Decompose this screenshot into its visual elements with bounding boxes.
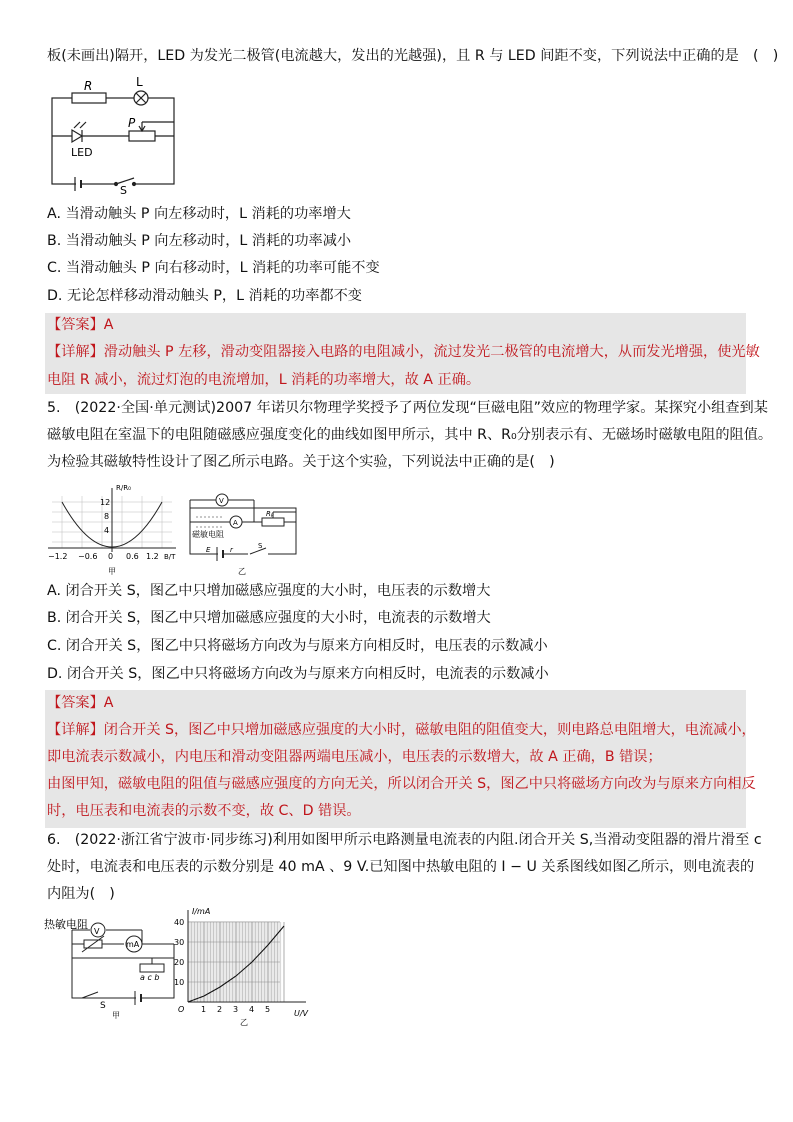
q5-jia-y-tick-8: 8	[104, 512, 110, 521]
q4-option-d: D. 无论怎样移动滑动触头 P，L 消耗的功率都不变	[47, 288, 362, 304]
q4-option-c: C. 当滑动触头 P 向右移动时，L 消耗的功率可能不变	[47, 260, 380, 276]
q5-detail-4: 时，电压表和电流表的示数不变，故 C、D 错误。	[47, 803, 361, 819]
q5-yi-caption: 乙	[238, 567, 246, 576]
q5-answer: 【答案】A	[47, 695, 114, 711]
q5-jia-x-tick-4: 0.6	[126, 552, 139, 561]
q6-x-tick: 3	[233, 1005, 239, 1014]
q6-x-tick: O	[178, 1005, 185, 1014]
q4-detail-2: 电阻 R 减小，流过灯泡的电流增加，L 消耗的功率增大，故 A 正确。	[47, 372, 481, 388]
q6-y-tick: 10	[174, 978, 185, 987]
q5-detail-2: 即电流表示数减小，内电压和滑动变阻器两端电压减小，电压表的示数增大，故 A 正确，B 错误；	[47, 749, 662, 765]
q6-iu-chart	[172, 904, 312, 1028]
q4-l-label: L	[136, 76, 143, 89]
q5-jia-y-tick-12: 12	[100, 498, 111, 507]
q5-jia-x-tick-1: −1.2	[48, 552, 68, 561]
q5-yi-v-label: V	[219, 497, 224, 505]
q6-jia-ma-label: mA	[126, 940, 140, 949]
q5-jia-y-label: R/R₀	[116, 484, 131, 492]
q4-p-label: P	[128, 116, 136, 130]
q5-yi-a-label: A	[233, 519, 238, 527]
q6-chart-caption: 乙	[240, 1018, 248, 1027]
q4-led-label: LED	[71, 146, 93, 159]
q4-option-a: A. 当滑动触头 P 向左移动时，L 消耗的功率增大	[47, 206, 351, 222]
q6-jia-s-label: S	[100, 1001, 106, 1011]
q4-intro-tail: 板(未画出)隔开，LED 为发光二极管(电流越大，发出的光越强)，且 R 与 LED 间距不变，下列说法中正确的是 ( )	[47, 48, 779, 64]
q5-yi-sensor-label: 磁敏电阻	[192, 530, 224, 539]
q4-answer: 【答案】A	[47, 317, 114, 333]
q5-figure-jia	[44, 482, 180, 578]
q5-jia-y-tick-4: 4	[104, 526, 110, 535]
q5-detail-3: 由图甲知，磁敏电阻的阻值与磁感应强度的方向无关，所以闭合开关 S，图乙中只将磁场方向改为与原来方向相反	[47, 776, 756, 792]
q6-jia-sensor-label-1: 热敏电阻	[44, 918, 88, 931]
q5-stem-2: 磁敏电阻在室温下的电阻随磁感应强度变化的曲线如图甲所示，其中 R、R₀分别表示有、无磁场时磁敏电阻的阻值。	[47, 427, 773, 443]
q6-stem-1: 6. (2022·浙江省宁波市·同步练习)利用如图甲所示电路测量电流表的内阻.闭合开关 S,当滑动变阻器的滑片滑至 c	[47, 832, 762, 848]
q4-r-label: R	[84, 79, 93, 93]
q5-yi-rp-label: Rₚ	[266, 510, 274, 518]
q5-stem-3: 为检验其磁敏特性设计了图乙所示电路。关于这个实验，下列说法中正确的是( )	[47, 454, 555, 470]
q5-option-b: B. 闭合开关 S，图乙中只增加磁感应强度的大小时，电流表的示数增大	[47, 610, 491, 626]
q6-stem-3: 内阻为( )	[47, 886, 115, 902]
q5-yi-r-label: r	[230, 546, 233, 554]
q5-detail-1: 【详解】闭合开关 S，图乙中只增加磁感应强度的大小时，磁敏电阻的阻值变大，则电路总电阻增大，电流减小，	[47, 722, 756, 738]
q5-option-c: C. 闭合开关 S，图乙中只将磁场方向改为与原来方向相反时，电压表的示数减小	[47, 638, 548, 654]
q4-option-b: B. 当滑动触头 P 向左移动时，L 消耗的功率减小	[47, 233, 352, 249]
q6-jia-abc-label: a c b	[140, 973, 160, 982]
q6-y-tick: 40	[174, 918, 185, 927]
q5-jia-x-tick-3: 0	[108, 552, 114, 561]
q6-x-tick: 5	[265, 1005, 271, 1014]
q6-x-tick: 1	[201, 1005, 207, 1014]
q6-jia-v-label: V	[94, 927, 100, 936]
q6-stem-2: 处时，电流表和电压表的示数分别是 40 mA 、9 V.已知图中热敏电阻的 I − U 关系图线如图乙所示，则电流表的	[47, 859, 755, 875]
q5-jia-caption: 甲	[108, 567, 116, 576]
q5-yi-e-label: E	[206, 546, 211, 554]
q5-figure-yi	[184, 490, 304, 578]
q6-jia-caption: 甲	[112, 1011, 120, 1020]
q6-x-tick: 4	[249, 1005, 255, 1014]
q5-yi-s-label: S	[258, 542, 263, 550]
q4-circuit-diagram	[44, 76, 184, 194]
q4-detail-1: 【详解】滑动触头 P 左移，滑动变阻器接入电路的电阻减小，流过发光二极管的电流增大，从而发光增强，使光敏	[47, 344, 760, 360]
q5-jia-x-tick-5: 1.2	[146, 552, 159, 561]
q5-stem-1: 5. (2022·全国·单元测试)2007 年诺贝尔物理学奖授予了两位发现“巨磁电阻”效应的物理学家。某探究小组查到某	[47, 400, 768, 416]
q6-figure-jia	[44, 912, 184, 1022]
q6-x-label: U/V	[294, 1009, 309, 1018]
q5-option-a: A. 闭合开关 S，图乙中只增加磁感应强度的大小时，电压表的示数增大	[47, 583, 491, 599]
q5-jia-x-unit: B/T	[164, 553, 176, 561]
q6-y-tick: 20	[174, 958, 185, 967]
q6-x-tick: 2	[217, 1005, 223, 1014]
q5-jia-x-tick-2: −0.6	[78, 552, 98, 561]
q6-y-tick: 30	[174, 938, 185, 947]
q6-y-label: I/mA	[192, 907, 211, 916]
q5-option-d: D. 闭合开关 S，图乙中只将磁场方向改为与原来方向相反时，电流表的示数减小	[47, 666, 549, 682]
q4-s-label: S	[120, 184, 127, 194]
